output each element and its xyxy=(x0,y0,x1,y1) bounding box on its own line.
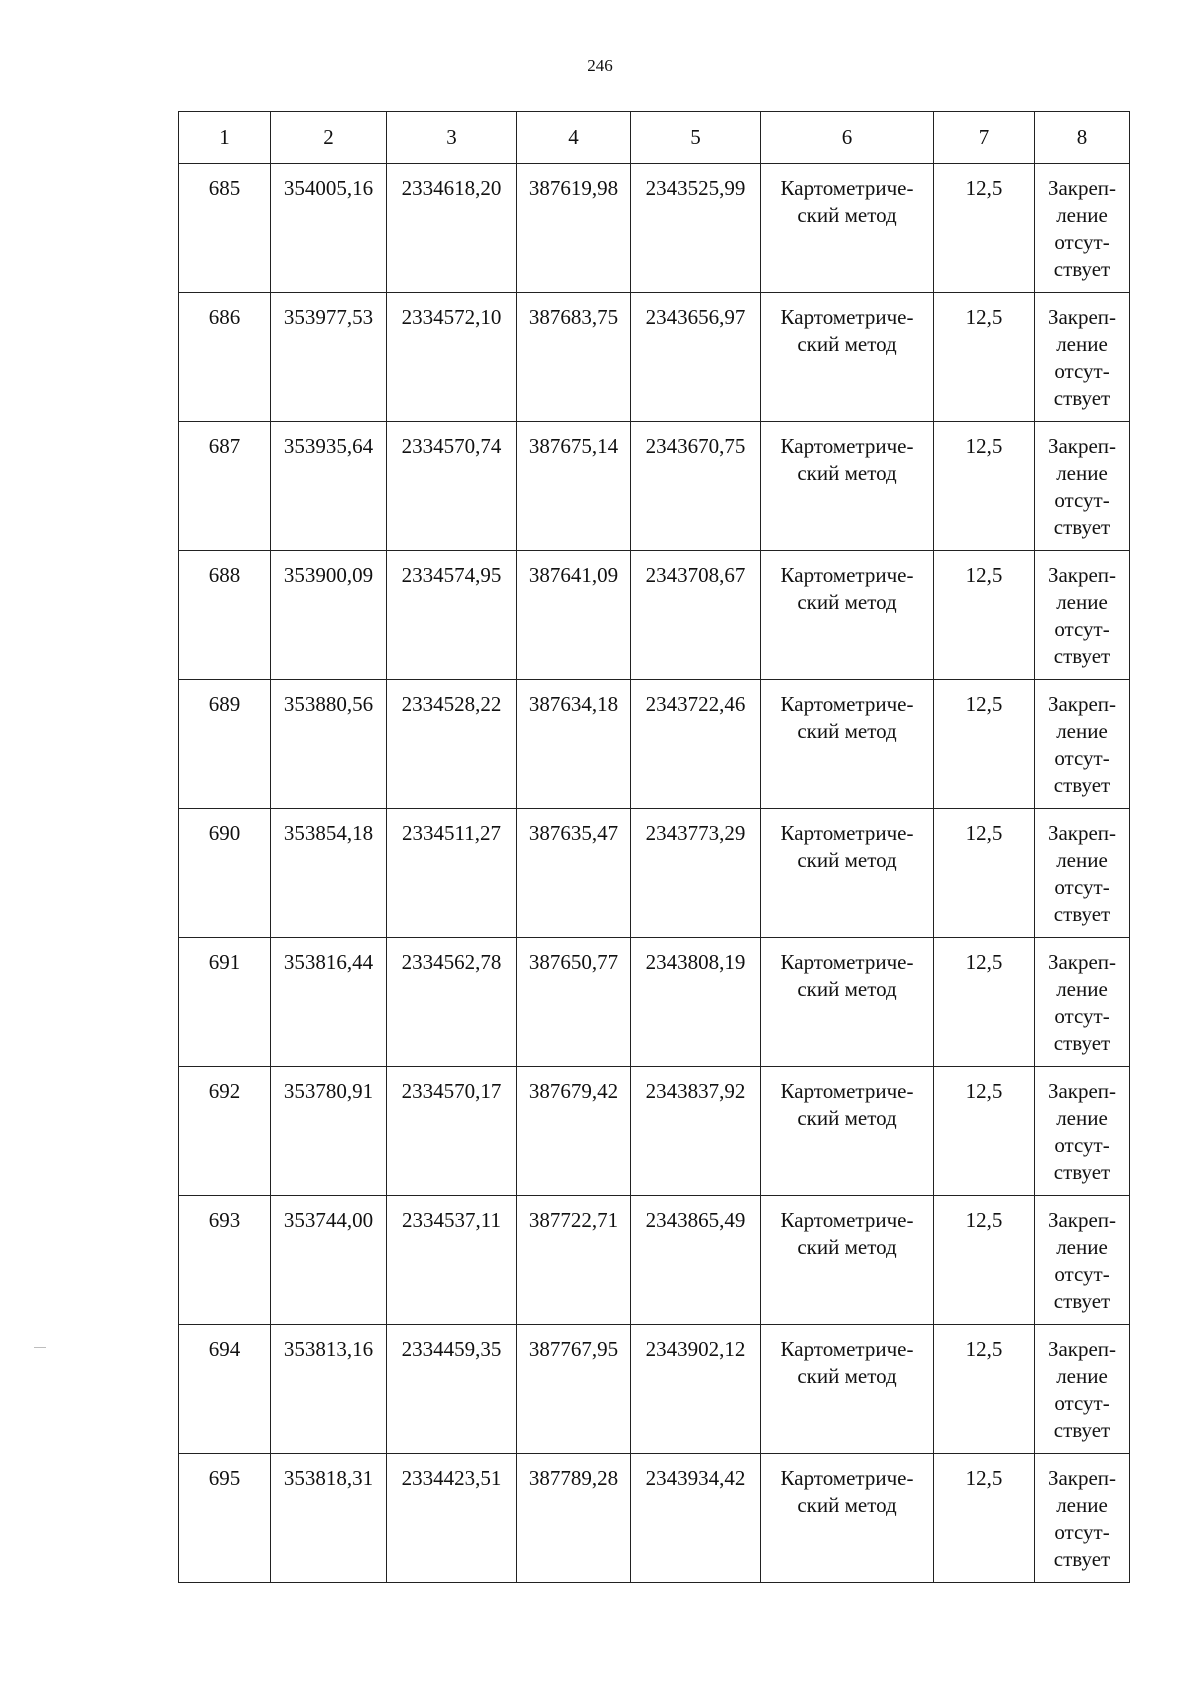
y-coordinate-cell: 2334572,10 xyxy=(387,293,517,422)
table-row xyxy=(179,1325,1130,1454)
coordinates-table xyxy=(178,111,1130,1583)
x-coordinate-alt-cell: 387679,42 xyxy=(517,1067,631,1196)
point-number-cell: 692 xyxy=(179,1067,271,1196)
scan-artifact-mark xyxy=(34,1347,46,1348)
y-coordinate-alt-cell: 2343865,49 xyxy=(631,1196,761,1325)
point-number-cell: 693 xyxy=(179,1196,271,1325)
point-number-cell: 687 xyxy=(179,422,271,551)
table-row xyxy=(179,293,1130,422)
accuracy-cell: 12,5 xyxy=(934,938,1035,1067)
y-coordinate-alt-cell: 2343670,75 xyxy=(631,422,761,551)
y-coordinate-alt-cell: 2343808,19 xyxy=(631,938,761,1067)
accuracy-cell: 12,5 xyxy=(934,551,1035,680)
table-row xyxy=(179,1454,1130,1583)
table-row xyxy=(179,938,1130,1067)
x-coordinate-alt-cell: 387619,98 xyxy=(517,164,631,293)
y-coordinate-alt-cell: 2343708,67 xyxy=(631,551,761,680)
method-cell: Картометриче- ский метод xyxy=(761,1325,934,1454)
x-coordinate-alt-cell: 387635,47 xyxy=(517,809,631,938)
fixation-cell: Закреп- ление отсут- ствует xyxy=(1035,551,1130,680)
point-number-cell: 688 xyxy=(179,551,271,680)
fixation-cell: Закреп- ление отсут- ствует xyxy=(1035,1454,1130,1583)
y-coordinate-alt-cell: 2343934,42 xyxy=(631,1454,761,1583)
fixation-cell: Закреп- ление отсут- ствует xyxy=(1035,164,1130,293)
x-coordinate-cell: 353977,53 xyxy=(271,293,387,422)
method-cell: Картометриче- ский метод xyxy=(761,938,934,1067)
method-cell: Картометриче- ский метод xyxy=(761,1454,934,1583)
accuracy-cell: 12,5 xyxy=(934,164,1035,293)
y-coordinate-cell: 2334511,27 xyxy=(387,809,517,938)
table-row xyxy=(179,680,1130,809)
y-coordinate-cell: 2334459,35 xyxy=(387,1325,517,1454)
column-header: 7 xyxy=(934,112,1035,164)
x-coordinate-cell: 353880,56 xyxy=(271,680,387,809)
x-coordinate-alt-cell: 387634,18 xyxy=(517,680,631,809)
method-cell: Картометриче- ский метод xyxy=(761,680,934,809)
page-number: 246 xyxy=(587,56,613,75)
y-coordinate-cell: 2334574,95 xyxy=(387,551,517,680)
column-header: 4 xyxy=(517,112,631,164)
x-coordinate-cell: 353854,18 xyxy=(271,809,387,938)
x-coordinate-alt-cell: 387767,95 xyxy=(517,1325,631,1454)
point-number-cell: 691 xyxy=(179,938,271,1067)
table-row xyxy=(179,551,1130,680)
column-header: 2 xyxy=(271,112,387,164)
point-number-cell: 690 xyxy=(179,809,271,938)
method-cell: Картометриче- ский метод xyxy=(761,164,934,293)
column-header: 3 xyxy=(387,112,517,164)
table-header-row xyxy=(179,112,1130,164)
fixation-cell: Закреп- ление отсут- ствует xyxy=(1035,1325,1130,1454)
x-coordinate-cell: 353780,91 xyxy=(271,1067,387,1196)
method-cell: Картометриче- ский метод xyxy=(761,1196,934,1325)
accuracy-cell: 12,5 xyxy=(934,680,1035,809)
fixation-cell: Закреп- ление отсут- ствует xyxy=(1035,938,1130,1067)
y-coordinate-cell: 2334423,51 xyxy=(387,1454,517,1583)
fixation-cell: Закреп- ление отсут- ствует xyxy=(1035,1196,1130,1325)
point-number-cell: 686 xyxy=(179,293,271,422)
method-cell: Картометриче- ский метод xyxy=(761,293,934,422)
x-coordinate-cell: 353900,09 xyxy=(271,551,387,680)
y-coordinate-cell: 2334570,74 xyxy=(387,422,517,551)
method-cell: Картометриче- ский метод xyxy=(761,809,934,938)
accuracy-cell: 12,5 xyxy=(934,1196,1035,1325)
x-coordinate-alt-cell: 387722,71 xyxy=(517,1196,631,1325)
fixation-cell: Закреп- ление отсут- ствует xyxy=(1035,680,1130,809)
table-body xyxy=(179,164,1130,1583)
point-number-cell: 694 xyxy=(179,1325,271,1454)
y-coordinate-alt-cell: 2343773,29 xyxy=(631,809,761,938)
accuracy-cell: 12,5 xyxy=(934,1067,1035,1196)
fixation-cell: Закреп- ление отсут- ствует xyxy=(1035,293,1130,422)
accuracy-cell: 12,5 xyxy=(934,293,1035,422)
x-coordinate-alt-cell: 387789,28 xyxy=(517,1454,631,1583)
column-header: 8 xyxy=(1035,112,1130,164)
x-coordinate-cell: 353813,16 xyxy=(271,1325,387,1454)
y-coordinate-cell: 2334562,78 xyxy=(387,938,517,1067)
fixation-cell: Закреп- ление отсут- ствует xyxy=(1035,1067,1130,1196)
table-row xyxy=(179,809,1130,938)
fixation-cell: Закреп- ление отсут- ствует xyxy=(1035,809,1130,938)
y-coordinate-cell: 2334537,11 xyxy=(387,1196,517,1325)
y-coordinate-cell: 2334528,22 xyxy=(387,680,517,809)
column-header: 5 xyxy=(631,112,761,164)
column-header: 6 xyxy=(761,112,934,164)
y-coordinate-alt-cell: 2343656,97 xyxy=(631,293,761,422)
table-row xyxy=(179,1067,1130,1196)
y-coordinate-cell: 2334570,17 xyxy=(387,1067,517,1196)
x-coordinate-cell: 353818,31 xyxy=(271,1454,387,1583)
y-coordinate-cell: 2334618,20 xyxy=(387,164,517,293)
x-coordinate-cell: 353816,44 xyxy=(271,938,387,1067)
x-coordinate-alt-cell: 387650,77 xyxy=(517,938,631,1067)
x-coordinate-cell: 354005,16 xyxy=(271,164,387,293)
table-row xyxy=(179,1196,1130,1325)
accuracy-cell: 12,5 xyxy=(934,422,1035,551)
point-number-cell: 695 xyxy=(179,1454,271,1583)
x-coordinate-alt-cell: 387675,14 xyxy=(517,422,631,551)
method-cell: Картометриче- ский метод xyxy=(761,1067,934,1196)
x-coordinate-alt-cell: 387641,09 xyxy=(517,551,631,680)
x-coordinate-cell: 353744,00 xyxy=(271,1196,387,1325)
accuracy-cell: 12,5 xyxy=(934,1325,1035,1454)
y-coordinate-alt-cell: 2343837,92 xyxy=(631,1067,761,1196)
method-cell: Картометриче- ский метод xyxy=(761,551,934,680)
point-number-cell: 689 xyxy=(179,680,271,809)
x-coordinate-cell: 353935,64 xyxy=(271,422,387,551)
accuracy-cell: 12,5 xyxy=(934,1454,1035,1583)
x-coordinate-alt-cell: 387683,75 xyxy=(517,293,631,422)
column-header: 1 xyxy=(179,112,271,164)
table-row xyxy=(179,422,1130,551)
y-coordinate-alt-cell: 2343525,99 xyxy=(631,164,761,293)
y-coordinate-alt-cell: 2343722,46 xyxy=(631,680,761,809)
method-cell: Картометриче- ский метод xyxy=(761,422,934,551)
table-row xyxy=(179,164,1130,293)
fixation-cell: Закреп- ление отсут- ствует xyxy=(1035,422,1130,551)
point-number-cell: 685 xyxy=(179,164,271,293)
y-coordinate-alt-cell: 2343902,12 xyxy=(631,1325,761,1454)
accuracy-cell: 12,5 xyxy=(934,809,1035,938)
